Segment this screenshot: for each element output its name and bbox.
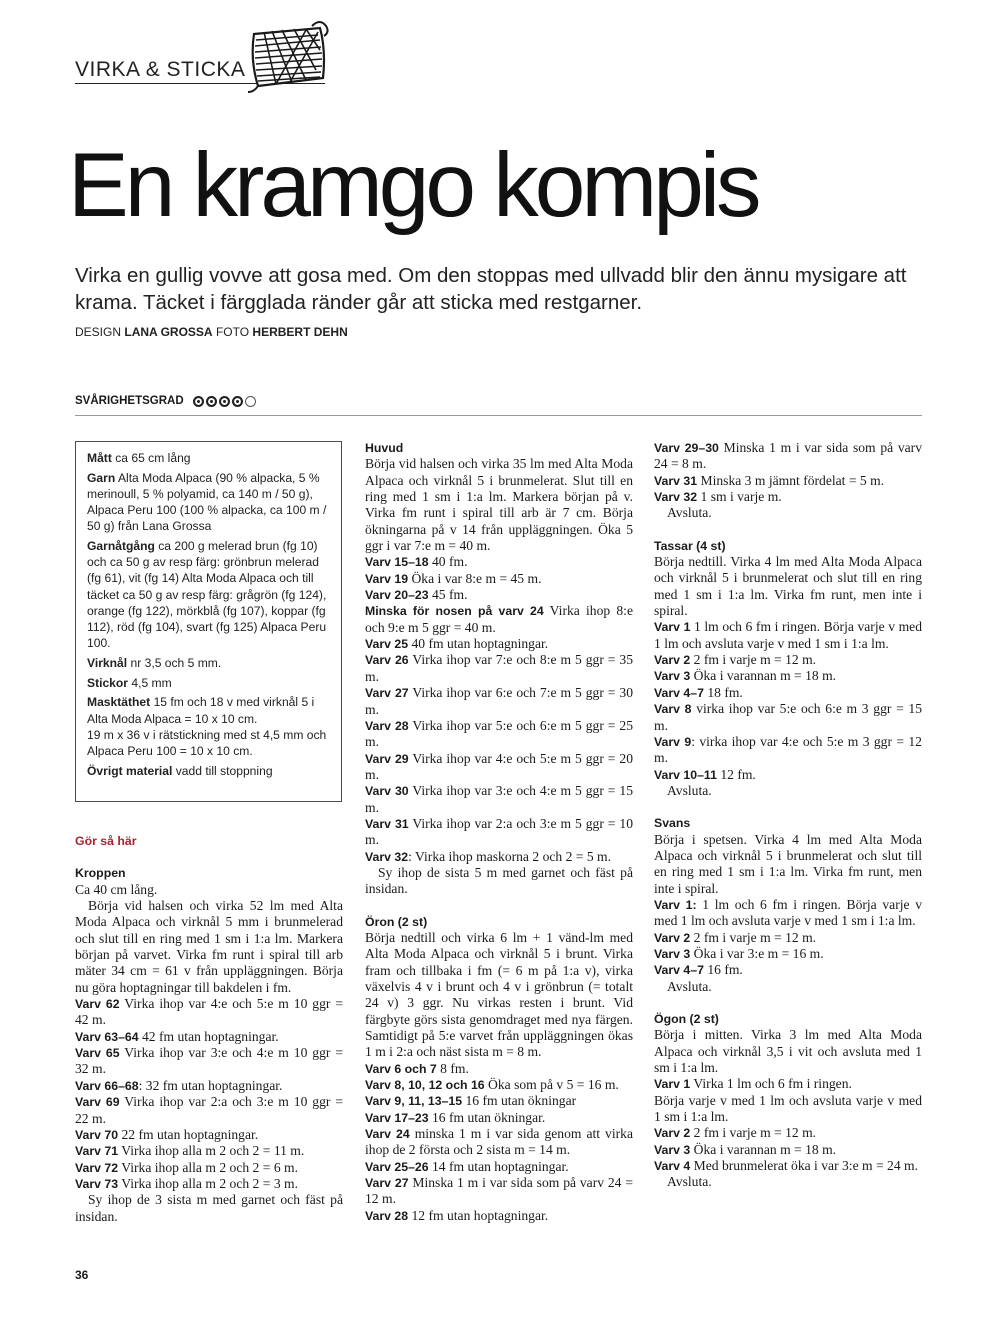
row-instruction: Varv 29 Virka ihop var 4:e och 5:e m 5 ggr = 20 m. xyxy=(365,750,633,782)
section-heading: Ögon (2 st) xyxy=(654,1012,719,1026)
row-label: Varv 65 xyxy=(75,1046,120,1061)
row-label: Varv 6 och 7 xyxy=(365,1061,437,1076)
page-number: 36 xyxy=(75,1268,89,1282)
yarn-ball-icon xyxy=(246,20,332,96)
row-label: Varv 8, 10, 12 och 16 xyxy=(365,1078,485,1093)
section-heading: Svans xyxy=(654,816,691,831)
row-list xyxy=(654,440,922,505)
difficulty-dot-filled-icon xyxy=(193,396,204,407)
row-label: Varv 9 xyxy=(654,734,692,749)
row-instruction: Minska för nosen på varv 24 Virka ihop 8:e och 9:e m 5 ggr = 40 m. xyxy=(365,603,633,635)
row-label: Varv 4 xyxy=(654,1159,691,1174)
row-instruction: Varv 24 minska 1 m i var sida genom att virka ihop de 2 första och 2 sista m = 14 m. xyxy=(365,1126,633,1158)
row-instruction: Varv 1 Virka 1 lm och 6 fm i ringen. xyxy=(654,1076,852,1092)
row-label: Varv 15–18 xyxy=(365,555,429,570)
body-text: Ca 40 cm lång. xyxy=(75,881,158,897)
row-instruction: Varv 3 Öka i varannan m = 18 m. xyxy=(654,1141,837,1157)
row-instruction: Varv 3 Öka i varannan m = 18 m. xyxy=(654,668,837,684)
row-label: Varv 17–23 xyxy=(365,1110,429,1125)
row-label: Varv 25–26 xyxy=(365,1159,429,1174)
row-instruction: Varv 19 Öka i var 8:e m = 45 m. xyxy=(365,570,542,586)
row-label: Varv 32 xyxy=(365,849,409,864)
body-text: Sy ihop de sista 5 m med garnet och fäst på insidan. xyxy=(365,864,633,897)
row-instruction: Varv 31 Virka ihop var 2:a och 3:e m 5 ggr = 10 m. xyxy=(365,815,633,848)
row-label: Varv 4–7 xyxy=(654,685,704,700)
materials-needles: Stickor 4,5 mm xyxy=(87,675,172,690)
designer-name: LANA GROSSA xyxy=(124,325,213,339)
column-2 xyxy=(365,440,633,1224)
materials-yarn-amount: Garnåtgång ca 200 g melerad brun (fg 10) och ca 50 g av resp färg: grönbrun melerad (fg 61), vit (fg 14) Alta Moda Alpaca och till täcket ca 50 g av resp färg: grågrön (fg 124), orange (fg 122), mörkblå (fg 107), koppar (fg 112), röd (fg 104), svart (fg 125) Alpaca Peru 100. xyxy=(87,539,327,651)
row-label: Varv 69 xyxy=(75,1095,120,1110)
row-instruction: Varv 32 1 sm i varje m. xyxy=(654,489,782,505)
row-label: Varv 63–64 xyxy=(75,1029,139,1044)
row-instruction: Varv 2 2 fm i varje m = 12 m. xyxy=(654,929,817,945)
row-instruction: Varv 4 Med brunmelerat öka i var 3:e m = 24 m. xyxy=(654,1158,918,1174)
row-list xyxy=(654,1076,922,1092)
row-label: Varv 28 xyxy=(365,718,409,733)
row-label: Varv 32 xyxy=(654,490,698,505)
page-title: En kramgo kompis xyxy=(68,135,758,236)
row-instruction: Varv 25–26 14 fm utan hoptagningar. xyxy=(365,1158,569,1174)
lead-paragraph: Virka en gullig vovve att gosa med. Om den stoppas med ullvadd blir den ännu mysigare att krama. Täcket i färgglada ränder går att sticka med restgarner. xyxy=(75,264,907,314)
row-label: Varv 30 xyxy=(365,784,409,799)
row-label: Varv 4–7 xyxy=(654,963,704,978)
divider xyxy=(75,415,922,416)
credits xyxy=(75,325,348,339)
row-label: Varv 72 xyxy=(75,1160,119,1175)
row-label: Varv 3 xyxy=(654,946,691,961)
row-instruction: Varv 72 Virka ihop alla m 2 och 2 = 6 m. xyxy=(75,1159,298,1175)
row-instruction: Varv 30 Virka ihop var 3:e och 4:e m 5 ggr = 15 m. xyxy=(365,783,633,815)
row-label: Varv 27 xyxy=(365,686,409,701)
row-label: Varv 1 xyxy=(654,1077,691,1092)
body-text: Avsluta. xyxy=(667,782,712,798)
row-label: Varv 28 xyxy=(365,1208,409,1223)
body-text: Börja varje v med 1 lm och avsluta varje v med 1 sm i 1:a lm. xyxy=(654,1092,922,1125)
section-heading: Öron (2 st) xyxy=(365,914,428,929)
photographer-name: HERBERT DEHN xyxy=(252,325,348,339)
row-label: Varv 2 xyxy=(654,930,691,945)
materials-box xyxy=(75,441,342,802)
difficulty-dot-filled-icon xyxy=(219,396,230,407)
section-heading: Huvud xyxy=(365,441,404,455)
row-list xyxy=(654,897,922,979)
row-instruction: Varv 2 2 fm i varje m = 12 m. xyxy=(654,652,817,668)
materials-gauge: Masktäthet 15 fm och 18 v med virknål 5 i Alta Moda Alpaca = 10 x 10 cm. xyxy=(87,695,315,726)
row-label: Varv 1 xyxy=(654,620,691,635)
row-instruction: Varv 25 40 fm utan hoptagningar. xyxy=(365,636,549,652)
row-list xyxy=(365,1061,633,1224)
row-label: Varv 62 xyxy=(75,997,120,1012)
body-text: Avsluta. xyxy=(667,978,712,994)
column-1 xyxy=(75,833,343,1225)
row-instruction: Varv 2 2 fm i varje m = 12 m. xyxy=(654,1125,817,1141)
row-label: Varv 2 xyxy=(654,1126,691,1141)
section-heading: Kroppen xyxy=(75,866,126,881)
row-instruction: Varv 8 virka ihop var 5:e och 6:e m 3 ggr = 15 m. xyxy=(654,701,922,733)
row-label: Varv 1: xyxy=(654,897,697,912)
row-label: Varv 70 xyxy=(75,1127,119,1142)
row-instruction: Varv 28 Virka ihop var 5:e och 6:e m 5 ggr = 25 m. xyxy=(365,717,633,750)
row-instruction: Varv 27 Virka ihop var 6:e och 7:e m 5 ggr = 30 m. xyxy=(365,685,633,717)
row-instruction: Varv 63–64 42 fm utan hoptagningar. xyxy=(75,1028,279,1044)
materials-gauge-2: 19 m x 36 v i rätstickning med st 4,5 mm och Alpaca Peru 100 = 10 x 10 cm. xyxy=(87,727,327,758)
row-list xyxy=(365,554,633,865)
section-heading: Tassar (4 st) xyxy=(654,538,726,553)
row-label: Varv 26 xyxy=(365,653,409,668)
row-label: Varv 24 xyxy=(365,1127,410,1142)
difficulty-dot-filled-icon xyxy=(232,396,243,407)
row-instruction: Varv 71 Virka ihop alla m 2 och 2 = 11 m. xyxy=(75,1143,305,1159)
materials-other: Övrigt material vadd till stoppning xyxy=(87,763,273,778)
row-instruction: Varv 70 22 fm utan hoptagningar. xyxy=(75,1126,259,1142)
row-instruction: Varv 10–11 12 fm. xyxy=(654,766,756,782)
materials-size: Mått ca 65 cm lång xyxy=(87,451,191,465)
row-label: Varv 31 xyxy=(654,473,698,488)
row-label: Varv 29 xyxy=(365,751,409,766)
difficulty-rating xyxy=(75,395,256,407)
row-instruction: Varv 65 Virka ihop var 3:e och 4:e m 10 ggr = 32 m. xyxy=(75,1045,343,1077)
row-label: Varv 2 xyxy=(654,653,691,668)
body-text: Avsluta. xyxy=(667,1174,712,1190)
materials-yarn: Garn Alta Moda Alpaca (90 % alpacka, 5 % merinoull, 5 % polyamid, ca 140 m / 50 g), Alpaca Peru 100 (100 % alpacka, ca 100 m / 50 g) från Lana Grossa xyxy=(87,470,327,534)
row-label: Varv 29–30 xyxy=(654,441,719,455)
materials-hook: Virknål nr 3,5 och 5 mm. xyxy=(87,655,222,670)
row-list xyxy=(75,996,343,1192)
design-label: DESIGN xyxy=(75,325,122,339)
row-instruction: Varv 29–30 Minska 1 m i var sida som på varv 24 = 8 m. xyxy=(654,440,922,472)
row-label: Varv 10–11 xyxy=(654,767,717,782)
row-instruction: Varv 4–7 18 fm. xyxy=(654,684,743,700)
row-instruction: Varv 9: virka ihop var 4:e och 5:e m 3 ggr = 12 m. xyxy=(654,733,922,766)
row-label: Varv 19 xyxy=(365,571,409,586)
body-text: Börja nedtill. Virka 4 lm med Alta Moda Alpaca och virknål 5 i brunmelerat och slut till en ring med 1 sm i 1:a lm. Virka fm runt, men inte i spiral. xyxy=(654,554,922,619)
row-label: Varv 9, 11, 13–15 xyxy=(365,1094,463,1109)
row-instruction: Varv 1 1 lm och 6 fm i ringen. Börja varje v med 1 lm och avsluta varje v med 1 sm i 1:a lm. xyxy=(654,619,922,651)
row-instruction: Varv 32: Virka ihop maskorna 2 och 2 = 5 m. xyxy=(365,848,612,864)
row-instruction: Varv 20–23 45 fm. xyxy=(365,587,468,603)
row-label: Varv 71 xyxy=(75,1144,119,1159)
row-list xyxy=(654,619,922,782)
row-instruction: Varv 73 Virka ihop alla m 2 och 2 = 3 m. xyxy=(75,1175,298,1191)
row-instruction: Varv 6 och 7 8 fm. xyxy=(365,1060,469,1076)
row-label: Varv 66–68 xyxy=(75,1078,139,1093)
difficulty-dot-empty-icon xyxy=(245,396,256,407)
body-text: Börja nedtill och virka 6 lm + 1 vänd-lm med Alta Moda Alpaca och virknål 5 i brunt. Virka fram och tillbaka i fm (= 6 m på 1:a v), virka växelvis 4 v i brunt och 4 v i grönbrun (= totalt 24 v) 3 ggr. Nu virkas resten i brunt. Vid färgbyte görs sista genomdraget med nya färgen. Samtidigt på 5:e varvet från uppläggningen ökas 1 m i 2:a och näst sista m = 8 m. xyxy=(365,929,633,1060)
row-instruction: Varv 17–23 16 fm utan ökningar. xyxy=(365,1109,546,1125)
row-instruction: Varv 62 Virka ihop var 4:e och 5:e m 10 ggr = 42 m. xyxy=(75,996,343,1028)
body-text: Sy ihop de 3 sista m med garnet och fäst på insidan. xyxy=(75,1192,343,1224)
row-label: Varv 73 xyxy=(75,1176,119,1191)
row-instruction: Varv 27 Minska 1 m i var sida som på varv 24 = 12 m. xyxy=(365,1175,633,1207)
body-text: Börja i mitten. Virka 3 lm med Alta Moda Alpaca och virknål 3,5 i vit och avsluta med 1 sm i 1:a lm. xyxy=(654,1027,922,1076)
row-label: Varv 3 xyxy=(654,1142,691,1157)
body-text: Börja i spetsen. Virka 4 lm med Alta Moda Alpaca och virknål 5 i brunmelerat och slut till en ring med 1 sm i 1:a lm. Virka fm runt, men inte i spiral. xyxy=(654,831,922,896)
row-label: Varv 31 xyxy=(365,816,409,831)
difficulty-dots xyxy=(193,396,256,407)
difficulty-dot-filled-icon xyxy=(206,396,217,407)
photo-label: FOTO xyxy=(215,325,250,339)
row-list xyxy=(654,1125,922,1174)
row-instruction: Varv 28 12 fm utan hoptagningar. xyxy=(365,1207,549,1223)
section-heading: Gör så här xyxy=(75,834,137,848)
body-text: Börja vid halsen och virka 52 lm med Alta Moda Alpaca och virknål 5 mm i brunmelerad och slut till en ring med 1 sm i 1:a lm. Markera början på varvet. Virka fm runt i spiral till arb mäter 34 cm = 61 v från uppläggningen. Börja nu göra hoptagningar till bakdelen i fm. xyxy=(75,898,343,995)
row-instruction: Varv 31 Minska 3 m jämnt fördelat = 5 m. xyxy=(654,472,885,488)
difficulty-label: SVÅRIGHETSGRAD xyxy=(75,395,184,407)
row-label: Varv 20–23 xyxy=(365,588,429,603)
row-label: Minska för nosen på varv 24 xyxy=(365,604,544,619)
section-label: VIRKA & STICKA xyxy=(75,58,246,81)
row-label: Varv 27 xyxy=(365,1176,409,1191)
row-label: Varv 3 xyxy=(654,669,691,684)
row-instruction: Varv 69 Virka ihop var 2:a och 3:e m 10 ggr = 22 m. xyxy=(75,1094,343,1126)
row-instruction: Varv 1: 1 lm och 6 fm i ringen. Börja varje v med 1 lm och avsluta varje v med 1 sm i 1:a lm. xyxy=(654,896,922,929)
row-instruction: Varv 26 Virka ihop var 7:e och 8:e m 5 ggr = 35 m. xyxy=(365,652,633,684)
row-label: Varv 8 xyxy=(654,702,692,717)
row-instruction: Varv 9, 11, 13–15 16 fm utan ökningar xyxy=(365,1093,577,1109)
row-label: Varv 25 xyxy=(365,637,409,652)
row-instruction: Varv 4–7 16 fm. xyxy=(654,962,743,978)
body-text: Börja vid halsen och virka 35 lm med Alta Moda Alpaca och virknål 5 i brunmelerat. Slut till en ring med 1 sm i 1:a lm. Markera början på v. Virka fm runt i spiral till arb är 7 cm. Börja ökningarna på v 14 från uppläggningen. Öka 5 ggr i var 7:e m = 40 m. xyxy=(365,456,633,554)
column-3 xyxy=(654,440,922,1191)
row-instruction: Varv 8, 10, 12 och 16 Öka som på v 5 = 16 m. xyxy=(365,1077,619,1093)
row-instruction: Varv 3 Öka i var 3:e m = 16 m. xyxy=(654,945,824,961)
body-text: Avsluta. xyxy=(667,505,712,521)
row-instruction: Varv 15–18 40 fm. xyxy=(365,554,468,570)
row-instruction: Varv 66–68: 32 fm utan hoptagningar. xyxy=(75,1077,283,1093)
